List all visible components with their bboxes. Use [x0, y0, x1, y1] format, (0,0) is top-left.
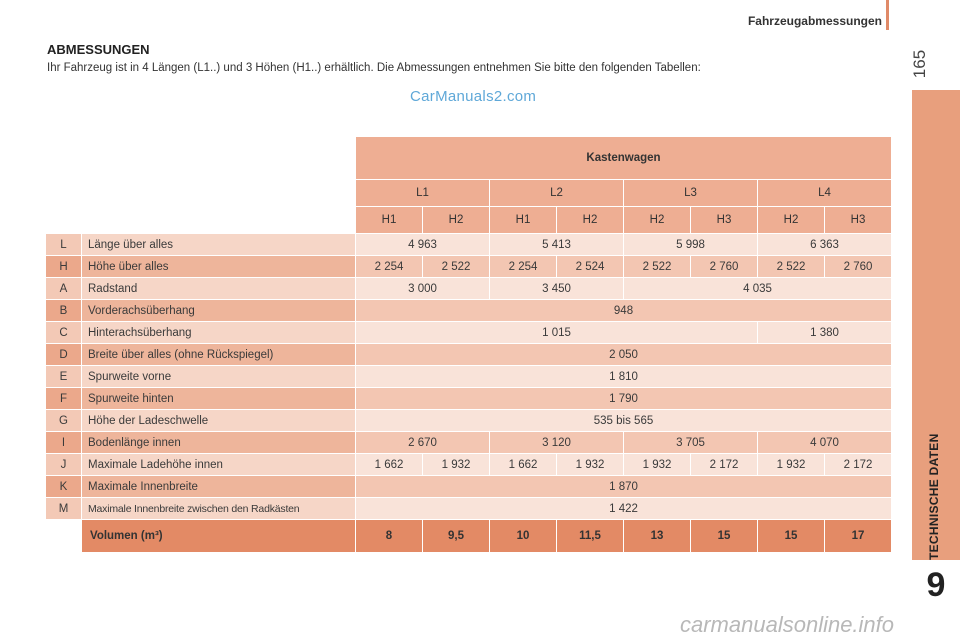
header-height: H2 — [557, 207, 623, 233]
table-row — [46, 476, 891, 497]
row-value: 4 070 — [758, 432, 891, 453]
row-value: 2 172 — [825, 454, 891, 475]
header-row-lengths — [46, 180, 891, 206]
row-letter: F — [46, 388, 81, 409]
row-value: 2 522 — [624, 256, 690, 277]
row-value: 1 932 — [758, 454, 824, 475]
row-value: 1 015 — [356, 322, 757, 343]
row-letter: G — [46, 410, 81, 431]
row-label: Bodenlänge innen — [82, 432, 355, 453]
row-letter: C — [46, 322, 81, 343]
volume-value: 13 — [624, 520, 690, 552]
volume-row — [46, 520, 891, 552]
header-height: H2 — [758, 207, 824, 233]
row-letter: D — [46, 344, 81, 365]
row-value: 5 413 — [490, 234, 623, 255]
row-value: 3 450 — [490, 278, 623, 299]
header-height: H1 — [490, 207, 556, 233]
row-label: Maximale Ladehöhe innen — [82, 454, 355, 475]
row-letter: M — [46, 498, 81, 519]
row-letter: K — [46, 476, 81, 497]
row-label: Höhe der Ladeschwelle — [82, 410, 355, 431]
chapter-label-text: TECHNISCHE DATEN — [927, 433, 941, 560]
row-value: 1 932 — [557, 454, 623, 475]
blank-cell — [46, 207, 355, 233]
blank-cell — [46, 180, 355, 206]
row-letter: I — [46, 432, 81, 453]
row-value: 1 932 — [423, 454, 489, 475]
section-title: ABMESSUNGEN — [47, 42, 150, 57]
row-label: Spurweite hinten — [82, 388, 355, 409]
row-value: 5 998 — [624, 234, 757, 255]
row-value: 2 522 — [758, 256, 824, 277]
row-value: 3 705 — [624, 432, 757, 453]
table-row — [46, 454, 891, 475]
row-value: 2 522 — [423, 256, 489, 277]
table-row — [46, 234, 891, 255]
row-value: 2 050 — [356, 344, 891, 365]
row-value: 1 790 — [356, 388, 891, 409]
volume-value: 9,5 — [423, 520, 489, 552]
row-label: Hinterachsüberhang — [82, 322, 355, 343]
row-label: Maximale Innenbreite — [82, 476, 355, 497]
volume-value: 11,5 — [557, 520, 623, 552]
row-letter: E — [46, 366, 81, 387]
table-row — [46, 278, 891, 299]
blank-cell — [46, 520, 81, 552]
table-row — [46, 498, 891, 519]
volume-label: Volumen (m³) — [82, 520, 355, 552]
row-value: 2 670 — [356, 432, 489, 453]
row-value: 4 035 — [624, 278, 891, 299]
header-height: H2 — [423, 207, 489, 233]
table-row — [46, 366, 891, 387]
volume-value: 8 — [356, 520, 422, 552]
row-label: Länge über alles — [82, 234, 355, 255]
intro-text: Ihr Fahrzeug ist in 4 Längen (L1..) und 3 Höhen (H1..) erhältlich. Die Abmessungen entnehmen Sie bitte den folgenden Tabellen: — [47, 62, 701, 74]
header-length: L2 — [490, 180, 623, 206]
row-value: 1 422 — [356, 498, 891, 519]
row-value: 6 363 — [758, 234, 891, 255]
row-value: 1 662 — [356, 454, 422, 475]
header-length: L1 — [356, 180, 489, 206]
row-label: Spurweite vorne — [82, 366, 355, 387]
volume-value: 17 — [825, 520, 891, 552]
row-letter: A — [46, 278, 81, 299]
header-length: L3 — [624, 180, 757, 206]
table-row — [46, 256, 891, 277]
header-height: H2 — [624, 207, 690, 233]
row-letter: J — [46, 454, 81, 475]
row-value: 3 000 — [356, 278, 489, 299]
row-value: 1 870 — [356, 476, 891, 497]
header-accent-bar — [886, 0, 889, 30]
row-label: Radstand — [82, 278, 355, 299]
row-value: 2 254 — [356, 256, 422, 277]
row-label: Höhe über alles — [82, 256, 355, 277]
row-value: 3 120 — [490, 432, 623, 453]
header-height: H1 — [356, 207, 422, 233]
row-label: Maximale Innenbreite zwischen den Radkästen — [82, 498, 355, 519]
row-value: 1 932 — [624, 454, 690, 475]
row-value: 1 810 — [356, 366, 891, 387]
row-value: 535 bis 565 — [356, 410, 891, 431]
row-value: 2 524 — [557, 256, 623, 277]
table-row — [46, 300, 891, 321]
table-row — [46, 322, 891, 343]
header-height: H3 — [825, 207, 891, 233]
watermark-bottom[interactable]: carmanualsonline.info — [680, 612, 895, 637]
header-row-heights — [46, 207, 891, 233]
row-letter: L — [46, 234, 81, 255]
row-value: 2 760 — [691, 256, 757, 277]
row-value: 948 — [356, 300, 891, 321]
row-letter: B — [46, 300, 81, 321]
volume-value: 15 — [758, 520, 824, 552]
row-value: 1 380 — [758, 322, 891, 343]
running-header: Fahrzeugabmessungen — [747, 14, 882, 28]
row-value: 2 254 — [490, 256, 556, 277]
watermark-top[interactable]: CarManuals2.com — [410, 88, 537, 105]
blank-cell — [46, 137, 355, 179]
header-height: H3 — [691, 207, 757, 233]
table-row — [46, 432, 891, 453]
page-number: 165 — [910, 49, 929, 79]
header-body-type: Kastenwagen — [356, 137, 891, 179]
volume-value: 15 — [691, 520, 757, 552]
row-value: 4 963 — [356, 234, 489, 255]
table-row — [46, 344, 891, 365]
row-value: 1 662 — [490, 454, 556, 475]
volume-value: 10 — [490, 520, 556, 552]
header-row-body-type — [46, 137, 891, 179]
row-letter: H — [46, 256, 81, 277]
row-value: 2 172 — [691, 454, 757, 475]
row-label: Vorderachsüberhang — [82, 300, 355, 321]
dimensions-table — [45, 136, 892, 553]
chapter-number: 9 — [912, 560, 960, 610]
row-label: Breite über alles (ohne Rückspiegel) — [82, 344, 355, 365]
row-value: 2 760 — [825, 256, 891, 277]
table-row — [46, 388, 891, 409]
header-length: L4 — [758, 180, 891, 206]
table-row — [46, 410, 891, 431]
